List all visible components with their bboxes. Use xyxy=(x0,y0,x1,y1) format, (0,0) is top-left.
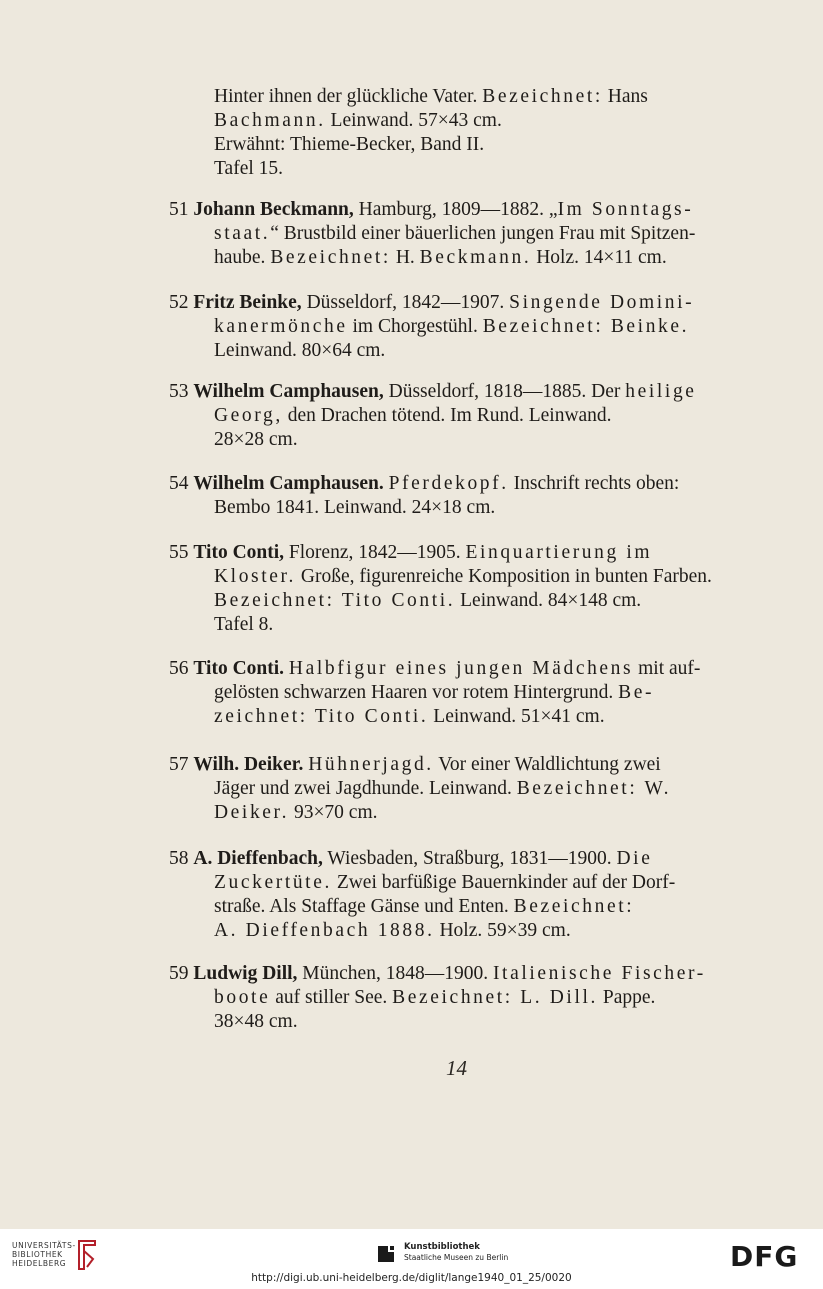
text-segment: 51 xyxy=(169,199,194,220)
entry-57-line xyxy=(214,801,378,825)
entry-52-line xyxy=(214,315,689,339)
spaced-text: Italienische Fischer- xyxy=(492,963,706,984)
text-line xyxy=(214,109,502,133)
spaced-text: Bezeichnet: Beinke. xyxy=(482,316,690,337)
university-line: BIBLIOTHEK xyxy=(12,1250,63,1259)
artist-name: Ludwig Dill, xyxy=(193,963,298,984)
text-segment: Wiesbaden, Straßburg, 1831—1900. xyxy=(322,848,617,869)
spaced-text: Im Sonntags- xyxy=(557,199,694,220)
text-segment: Leinwand. 84×148 cm. xyxy=(455,590,642,611)
text-segment: Tafel 15. xyxy=(214,158,284,179)
entry-54-line xyxy=(169,472,679,496)
entry-55-line xyxy=(214,589,641,613)
text-segment: Zwei barfüßige Bauernkinder auf der Dorf- xyxy=(331,872,676,893)
kunstbibliothek-logo-icon xyxy=(376,1242,398,1264)
text-segment: 53 xyxy=(169,381,194,402)
entry-59-line xyxy=(214,986,655,1010)
artist-name: Tito Conti. xyxy=(193,658,285,679)
text-segment: haube. xyxy=(214,247,271,268)
artist-name: Wilhelm Camphausen. xyxy=(193,473,384,494)
text-segment: 59 xyxy=(169,963,194,984)
entry-51-line xyxy=(214,246,667,270)
entry-58-line xyxy=(214,871,675,895)
text-segment: Düsseldorf, 1842—1907. xyxy=(301,292,510,313)
spaced-text: zeichnet: Tito Conti. xyxy=(214,706,429,727)
entry-55-line xyxy=(214,565,712,589)
artist-name: Wilh. Deiker. xyxy=(193,754,304,775)
text-segment: H. xyxy=(390,247,420,268)
text-line xyxy=(214,85,648,109)
entry-55-line xyxy=(214,613,273,637)
kunstbibliothek-subtitle: Staatliche Museen zu Berlin xyxy=(404,1253,509,1262)
text-segment: im Chorgestühl. xyxy=(347,316,483,337)
spaced-text: Georg, xyxy=(214,405,283,426)
text-segment: auf stiller See. xyxy=(270,987,393,1008)
spaced-text: Bezeichnet: L. Dill. xyxy=(392,987,598,1008)
university-library-label xyxy=(12,1241,76,1268)
entry-56-line xyxy=(169,657,700,681)
text-segment: Hinter ihnen der glückliche Vater. xyxy=(214,86,483,107)
entry-56-line xyxy=(214,705,605,729)
entry-54-line xyxy=(214,496,495,520)
entry-58-line xyxy=(214,919,571,943)
spaced-text: Kloster. xyxy=(214,566,297,587)
spaced-text: kanermönche xyxy=(214,316,348,337)
entry-56-line xyxy=(214,681,654,705)
artist-name: Fritz Beinke, xyxy=(193,292,302,313)
university-line: UNIVERSITÄTS- xyxy=(12,1241,76,1250)
spaced-text: Deiker. xyxy=(214,802,290,823)
spaced-text: A. Dieffenbach 1888. xyxy=(214,920,435,941)
text-segment: den Drachen tötend. Im Rund. Leinwand. xyxy=(282,405,612,426)
text-segment: Tafel 8. xyxy=(214,614,274,635)
entry-52-line xyxy=(214,339,385,363)
spaced-text: Bezeichnet: xyxy=(482,86,603,107)
university-line: HEIDELBERG xyxy=(12,1259,67,1268)
kunstbibliothek-title: Kunstbibliothek xyxy=(404,1242,480,1252)
text-segment: Hans xyxy=(602,86,648,107)
text-segment: 52 xyxy=(169,292,194,313)
text-segment: Leinwand. 57×43 cm. xyxy=(325,110,502,131)
kunstbibliothek-label xyxy=(404,1242,508,1263)
text-segment: 28×28 cm. xyxy=(214,429,298,450)
text-segment: Erwähnt: Thieme-Becker, Band II. xyxy=(214,134,485,155)
spaced-text: Pferdekopf. xyxy=(388,473,509,494)
spaced-text: staat. xyxy=(214,223,271,244)
spaced-text: Einquartierung im xyxy=(465,542,653,563)
spaced-text: Hühnerjagd. xyxy=(308,754,434,775)
entry-53-line xyxy=(169,380,697,404)
entry-51-line xyxy=(169,198,693,222)
text-segment: 58 xyxy=(169,848,194,869)
entry-55-line xyxy=(169,541,652,565)
text-segment: Holz. 59×39 cm. xyxy=(434,920,571,941)
text-segment: Florenz, 1842—1905. xyxy=(284,542,466,563)
text-segment: 38×48 cm. xyxy=(214,1011,298,1032)
artist-name: Tito Conti, xyxy=(193,542,285,563)
entry-58-line xyxy=(214,895,634,919)
artist-name: Johann Beckmann, xyxy=(193,199,354,220)
dfg-logo: DFG xyxy=(730,1240,799,1273)
spaced-text: Bezeichnet: xyxy=(270,247,391,268)
text-segment: Inschrift rechts oben: xyxy=(508,473,680,494)
entry-53-line xyxy=(214,404,612,428)
entry-57-line xyxy=(214,777,671,801)
text-segment: Bembo 1841. Leinwand. 24×18 cm. xyxy=(214,497,496,518)
spaced-text: Halbfigur eines jungen Mädchens xyxy=(288,658,634,679)
entry-52-line xyxy=(169,291,694,315)
spaced-text: Be- xyxy=(618,682,655,703)
entry-59-line xyxy=(169,962,706,986)
entry-58-line xyxy=(169,847,652,871)
text-segment: straße. Als Staffage Gänse und Enten. xyxy=(214,896,514,917)
text-segment: Große, figurenreiche Komposition in bunten Farben. xyxy=(296,566,712,587)
spaced-text: Bezeichnet: W. xyxy=(516,778,672,799)
text-line xyxy=(214,157,283,181)
text-segment: 55 xyxy=(169,542,194,563)
text-segment: Vor einer Waldlichtung zwei xyxy=(433,754,661,775)
text-segment: Hamburg, 1809—1882. „ xyxy=(353,199,558,220)
page-number: 14 xyxy=(446,1056,467,1080)
text-segment: 57 xyxy=(169,754,194,775)
spaced-text: Bezeichnet: xyxy=(513,896,635,917)
artist-name: Wilhelm Camphausen, xyxy=(193,381,384,402)
spaced-text: Bezeichnet: Tito Conti. xyxy=(214,590,456,611)
text-segment: 93×70 cm. xyxy=(289,802,378,823)
text-segment: “ Brustbild einer bäuerlichen jungen Frau mit Spitzen- xyxy=(270,223,696,244)
entry-53-line xyxy=(214,428,298,452)
spaced-text: boote xyxy=(214,987,271,1008)
text-segment: mit auf- xyxy=(633,658,701,679)
text-segment: 56 xyxy=(169,658,194,679)
artist-name: A. Dieffenbach, xyxy=(193,848,323,869)
spaced-text: Singende Domini- xyxy=(509,292,695,313)
spaced-text: Zuckertüte. xyxy=(214,872,332,893)
entry-59-line xyxy=(214,1010,298,1034)
text-segment: 54 xyxy=(169,473,194,494)
entry-51-line xyxy=(214,222,695,246)
text-segment: gelösten schwarzen Haaren vor rotem Hintergrund. xyxy=(214,682,619,703)
spaced-text: Die xyxy=(616,848,653,869)
text-segment: München, 1848—1900. xyxy=(297,963,493,984)
text-segment: Leinwand. 51×41 cm. xyxy=(428,706,605,727)
text-segment: Holz. 14×11 cm. xyxy=(531,247,667,268)
heidelberg-logo-icon xyxy=(76,1239,98,1271)
text-segment: Pappe. xyxy=(597,987,656,1008)
entry-57-line xyxy=(169,753,661,777)
spaced-text: heilige xyxy=(625,381,697,402)
spaced-text: Beckmann. xyxy=(419,247,532,268)
text-line xyxy=(214,133,484,157)
spaced-text: Bachmann. xyxy=(214,110,326,131)
text-segment: Leinwand. 80×64 cm. xyxy=(214,340,386,361)
source-url[interactable]: http://digi.ub.uni-heidelberg.de/diglit/lange1940_01_25/0020 xyxy=(251,1272,572,1284)
text-segment: Düsseldorf, 1818—1885. Der xyxy=(383,381,626,402)
text-segment: Jäger und zwei Jagdhunde. Leinwand. xyxy=(214,778,517,799)
